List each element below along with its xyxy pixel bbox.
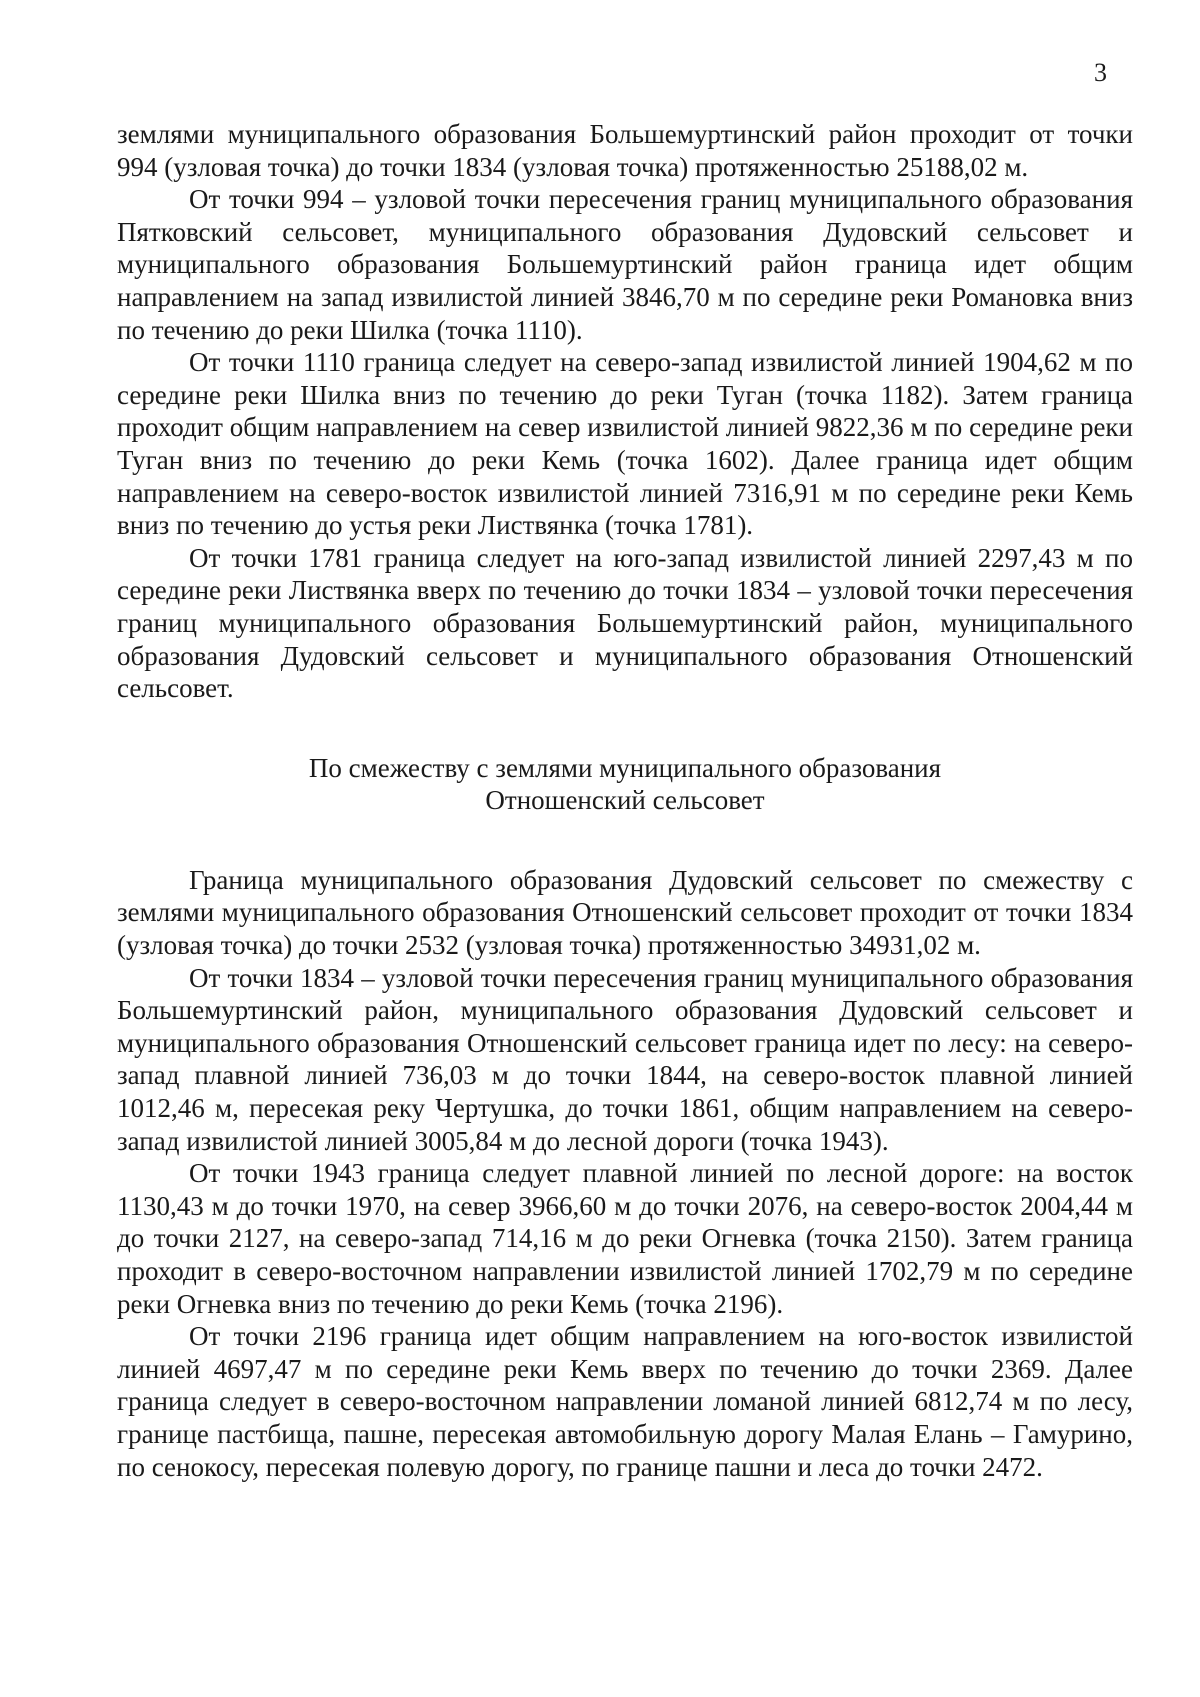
- section-heading: [117, 752, 1133, 817]
- document-body: [117, 118, 1133, 1483]
- paragraph: От точки 994 – узловой точки пересечения границ муниципального образования Пятковский сельсовет, муниципального образования Дудовский сельсовет и муниципального образования Большемуртинский район граница идет общим направлением на запад извилистой линией 3846,70 м по середине реки Романовка вниз по течению до реки Шилка (точка 1110).: [117, 184, 1133, 345]
- section-heading-line: По смежеству с землями муниципального образования: [308, 752, 942, 783]
- paragraph: От точки 1110 граница следует на северо-запад извилистой линией 1904,62 м по середине реки Шилка вниз по течению до реки Туган (точка 1182). Затем граница проходит общим направлением на север извилистой линией 9822,36 м по середине реки Туган вниз по течению до реки Кемь (точка 1602). Далее граница идет общим направлением на северо-восток извилистой линией 7316,91 м по середине реки Кемь вниз по течению до устья реки Листвянка (точка 1781).: [117, 347, 1133, 541]
- paragraph: От точки 1834 – узловой точки пересечения границ муниципального образования Большемуртинский район, муниципального образования Дудовский сельсовет и муниципального образования Отношенский сельсовет граница идет по лесу: на северо-запад плавной линией 736,03 м до точки 1844, на северо-восток плавной линией 1012,46 м, пересекая реку Чертушка, до точки 1861, общим направлением на северо-запад извилистой линией 3005,84 м до лесной дороги (точка 1943).: [117, 962, 1133, 1156]
- paragraph: От точки 2196 граница идет общим направлением на юго-восток извилистой линией 4697,47 м по середине реки Кемь вверх по течению до точки 2369. Далее граница следует в северо-восточном направлении ломаной линией 6812,74 м по лесу, границе пастбища, пашне, пересекая автомобильную дорогу Малая Елань – Гамурино, по сенокосу, пересекая полевую дорогу, по границе пашни и леса до точки 2472.: [117, 1321, 1133, 1482]
- paragraph: Граница муниципального образования Дудовский сельсовет по смежеству с землями муниципального образования Отношенский сельсовет проходит от точки 1834 (узловая точка) до точки 2532 (узловая точка) протяженностью 34931,02 м.: [117, 864, 1133, 961]
- paragraph: От точки 1943 граница следует плавной линией по лесной дороге: на восток 1130,43 м до точки 1970, на север 3966,60 м до точки 2076, на северо-восток 2004,44 м до точки 2127, на северо-запад 714,16 м до реки Огневка (точка 2150). Затем граница проходит в северо-восточном направлении извилистой линией 1702,79 м по середине реки Огневка вниз по течению до реки Кемь (точка 2196).: [117, 1158, 1133, 1319]
- paragraph: землями муниципального образования Большемуртинский район проходит от точки 994 (узловая точка) до точки 1834 (узловая точка) протяженностью 25188,02 м.: [117, 119, 1133, 182]
- section-heading-line: Отношенский сельсовет: [485, 785, 765, 816]
- paragraph: От точки 1781 граница следует на юго-запад извилистой линией 2297,43 м по середине реки Листвянка вверх по течению до точки 1834 – узловой точки пересечения границ муниципального образования Большемуртинский район, муниципального образования Дудовский сельсовет и муниципального образования Отношенский сельсовет.: [117, 542, 1133, 704]
- page-number: 3: [1094, 58, 1107, 87]
